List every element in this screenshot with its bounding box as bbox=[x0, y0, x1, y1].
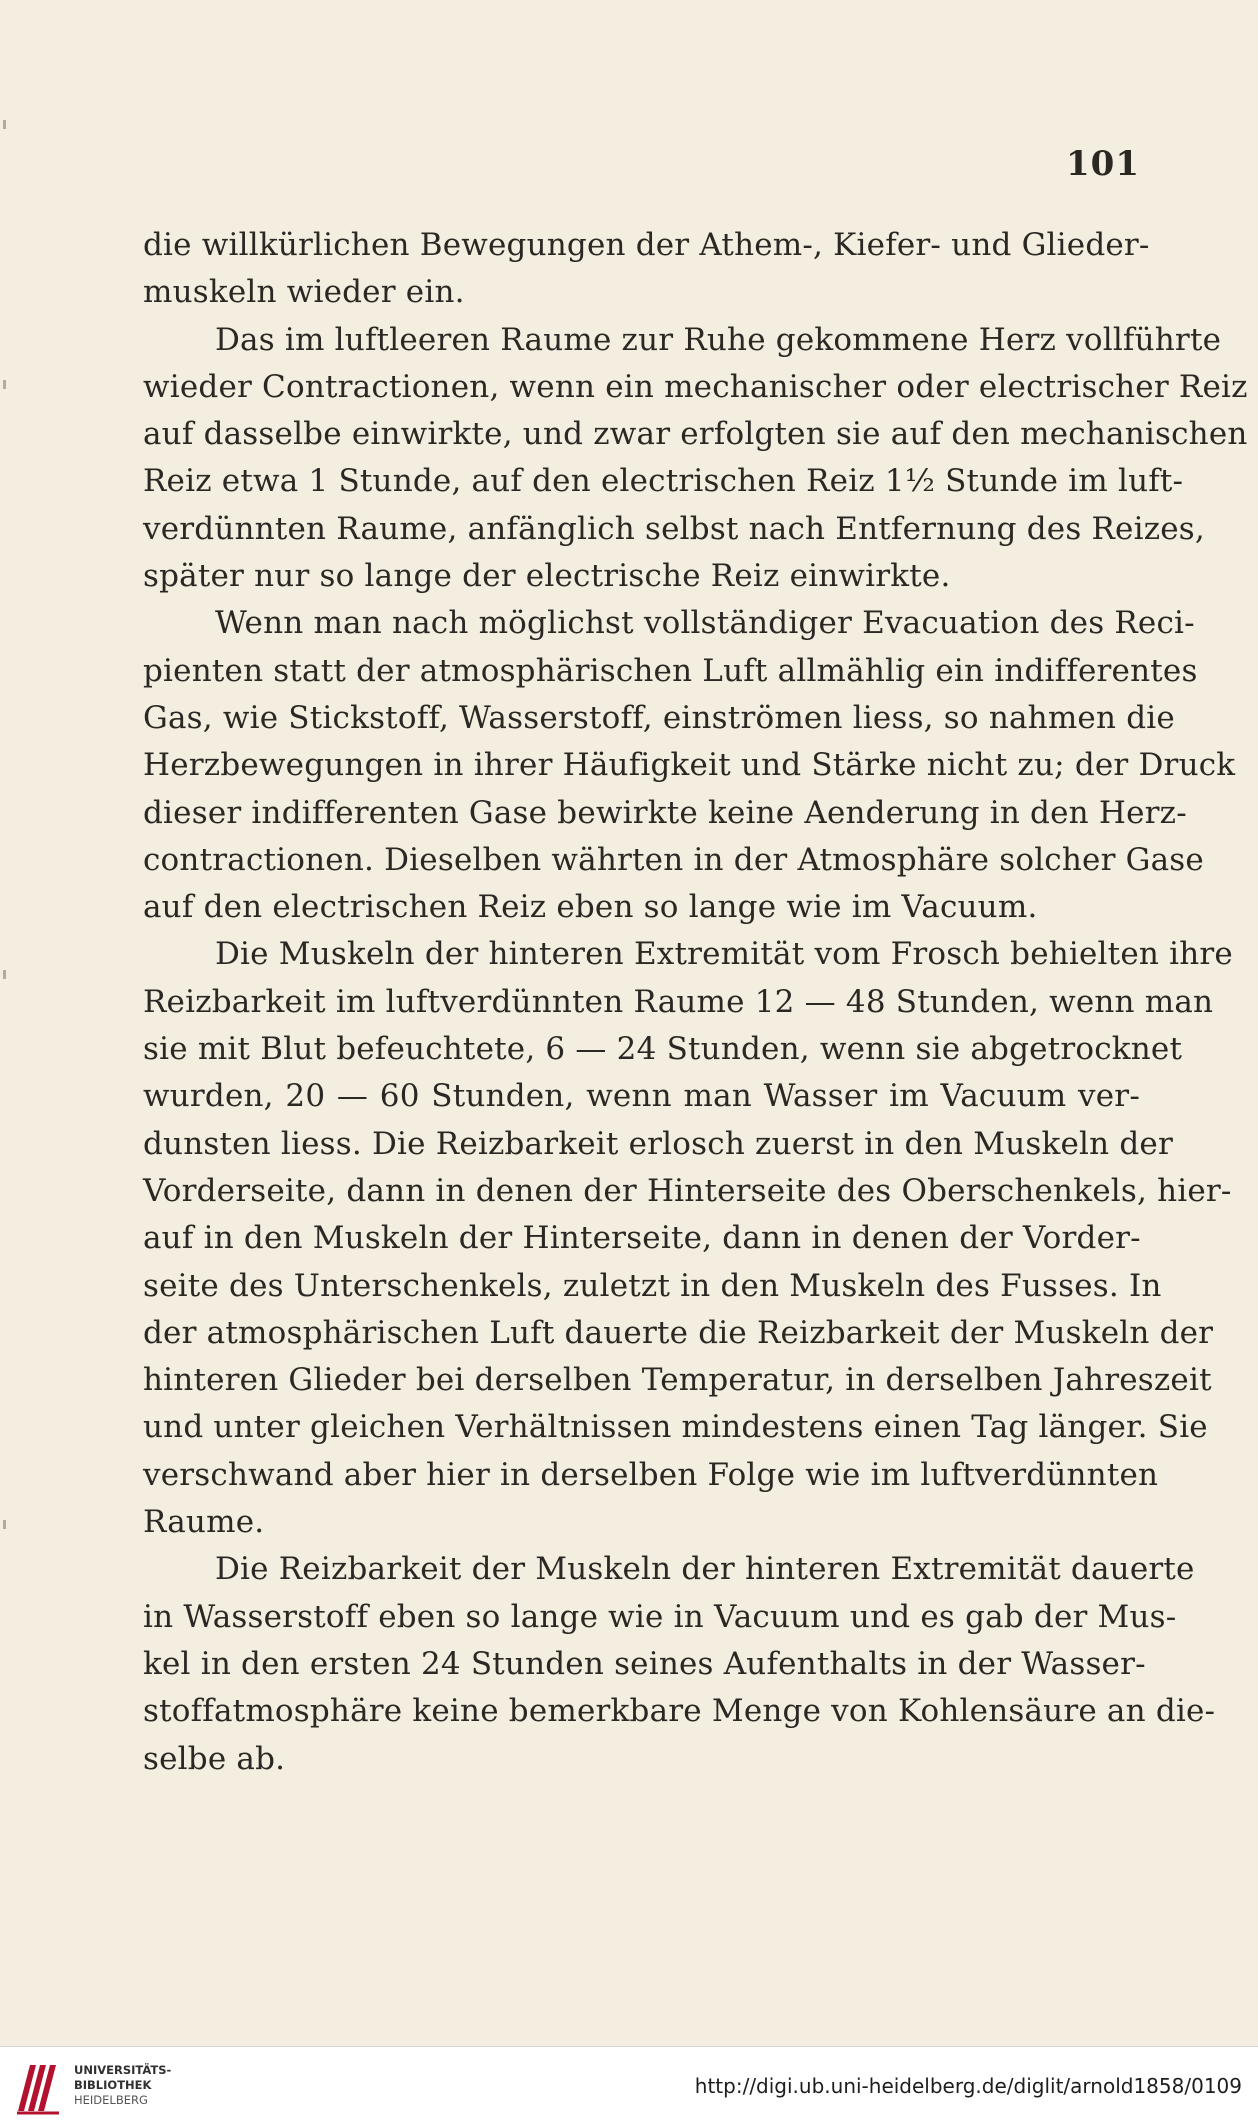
digitization-footer bbox=[0, 2046, 1258, 2126]
text-line: Reiz etwa 1 Stunde, auf den electrischen Reiz 1½ Stunde im luft- bbox=[143, 463, 1184, 500]
text-line: auf dasselbe einwirkte, und zwar erfolgten sie auf den mechanischen bbox=[143, 416, 1248, 453]
text-line: Gas, wie Stickstoff, Wasserstoff, einströmen liess, so nahmen die bbox=[143, 699, 1175, 736]
margin-mark bbox=[3, 1520, 6, 1529]
text-line: später nur so lange der electrische Reiz einwirkte. bbox=[143, 558, 951, 595]
text-line: kel in den ersten 24 Stunden seines Aufenthalts in der Wasser- bbox=[143, 1645, 1146, 1682]
text-line: der atmosphärischen Luft dauerte die Reizbarkeit der Muskeln der bbox=[143, 1314, 1214, 1351]
library-name-line: HEIDELBERG bbox=[74, 2093, 148, 2107]
text-line: auf in den Muskeln der Hinterseite, dann in denen der Vorder- bbox=[143, 1220, 1141, 1257]
margin-mark bbox=[3, 970, 6, 979]
text-line: Die Muskeln der hinteren Extremität vom Frosch behielten ihre bbox=[215, 936, 1233, 973]
text-line: wurden, 20 — 60 Stunden, wenn man Wasser im Vacuum ver- bbox=[143, 1078, 1140, 1115]
text-line: selbe ab. bbox=[143, 1740, 286, 1777]
text-line: stoffatmosphäre keine bemerkbare Menge von Kohlensäure an die- bbox=[143, 1693, 1216, 1730]
text-line: und unter gleichen Verhältnissen mindestens einen Tag länger. Sie bbox=[143, 1409, 1208, 1446]
library-name-line: BIBLIOTHEK bbox=[74, 2078, 152, 2092]
page-body-text bbox=[143, 222, 1248, 1783]
text-line: die willkürlichen Bewegungen der Athem-, Kiefer- und Glieder- bbox=[143, 227, 1150, 263]
page-number: 101 bbox=[1066, 144, 1140, 184]
margin-mark bbox=[3, 380, 6, 389]
text-line: dunsten liess. Die Reizbarkeit erlosch zuerst in den Muskeln der bbox=[143, 1125, 1173, 1162]
text-line: Das im luftleeren Raume zur Ruhe gekommene Herz vollführte bbox=[215, 321, 1222, 358]
text-line: Wenn man nach möglichst vollständiger Evacuation des Reci- bbox=[215, 605, 1195, 642]
library-name bbox=[74, 2063, 171, 2108]
text-line: sie mit Blut befeuchtete, 6 — 24 Stunden, wenn sie abgetrocknet bbox=[143, 1031, 1183, 1068]
text-line: verschwand aber hier in derselben Folge wie im luftverdünnten bbox=[143, 1456, 1159, 1493]
text-line: Vorderseite, dann in denen der Hinterseite des Oberschenkels, hier- bbox=[143, 1172, 1232, 1209]
text-line: Reizbarkeit im luftverdünnten Raume 12 — 48 Stunden, wenn man bbox=[143, 983, 1214, 1020]
text-line: pienten statt der atmosphärischen Luft allmählig ein indifferentes bbox=[143, 652, 1198, 689]
library-name-line: UNIVERSITÄTS- bbox=[74, 2063, 172, 2077]
text-line: wieder Contractionen, wenn ein mechanischer oder electrischer Reiz bbox=[143, 368, 1248, 405]
margin-mark bbox=[3, 120, 6, 129]
text-line: in Wasserstoff eben so lange wie in Vacuum und es gab der Mus- bbox=[143, 1598, 1177, 1635]
text-line: contractionen. Dieselben währten in der Atmosphäre solcher Gase bbox=[143, 841, 1204, 878]
text-line: hinteren Glieder bei derselben Temperatur, in derselben Jahreszeit bbox=[143, 1362, 1212, 1399]
source-url-link[interactable]: http://digi.ub.uni-heidelberg.de/diglit/arnold1858/0109 bbox=[694, 2074, 1242, 2098]
heidelberg-library-logo-icon bbox=[12, 2059, 66, 2117]
text-line: verdünnten Raume, anfänglich selbst nach Entfernung des Reizes, bbox=[143, 510, 1205, 547]
text-line: seite des Unterschenkels, zuletzt in den Muskeln des Fusses. In bbox=[143, 1267, 1162, 1304]
text-line: Raume. bbox=[143, 1504, 265, 1541]
text-line: muskeln wieder ein. bbox=[143, 274, 465, 311]
text-line: Die Reizbarkeit der Muskeln der hinteren Extremität dauerte bbox=[215, 1551, 1195, 1588]
text-line: auf den electrischen Reiz eben so lange wie im Vacuum. bbox=[143, 889, 1038, 926]
text-line: dieser indifferenten Gase bewirkte keine Aenderung in den Herz- bbox=[143, 794, 1187, 831]
text-line: Herzbewegungen in ihrer Häufigkeit und Stärke nicht zu; der Druck bbox=[143, 747, 1236, 784]
